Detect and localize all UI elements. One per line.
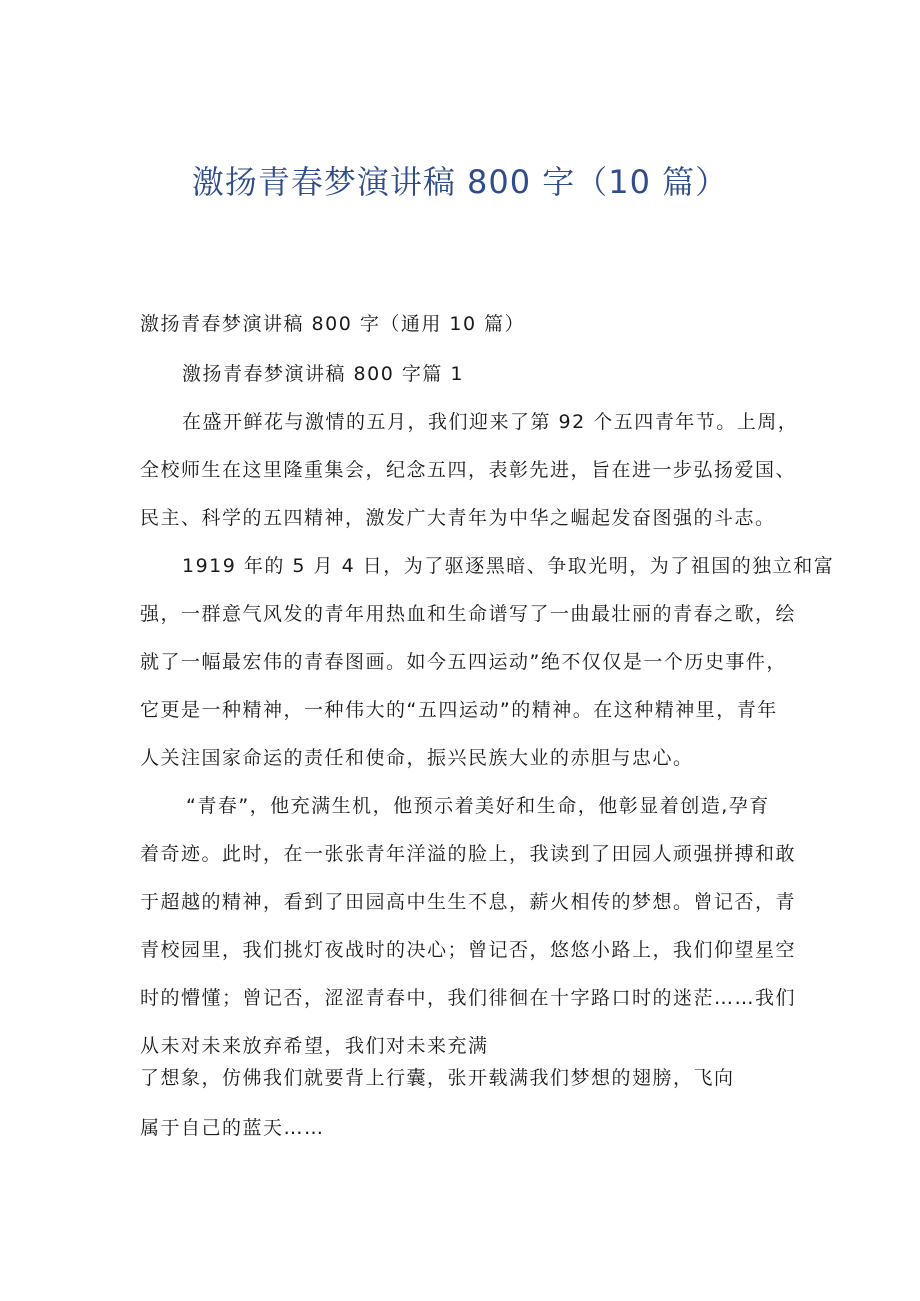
paragraph-line: 青校园里，我们挑灯夜战时的决心；曾记否，悠悠小路上，我们仰望星空 (140, 939, 797, 961)
document-title: 激扬青春梦演讲稿 800 字（10 篇） (191, 163, 729, 201)
paragraph-line: 它更是一种精神，一种伟大的“五四运动”的精神。在这种精神里，青年 (140, 699, 778, 721)
document-subtitle: 激扬青春梦演讲稿 800 字（通用 10 篇） (140, 313, 526, 335)
paragraph-line: 就了一幅最宏伟的青春图画。如今五四运动”绝不仅仅是一个历史事件， (140, 651, 787, 673)
section-heading: 激扬青春梦演讲稿 800 字篇 1 (182, 363, 464, 385)
paragraph-line: 强，一群意气风发的青年用热血和生命谱写了一曲最壮丽的青春之歌，绘 (140, 603, 797, 625)
paragraph-line: 在盛开鲜花与激情的五月，我们迎来了第 92 个五四青年节。上周， (182, 411, 799, 433)
paragraph-line: 于超越的精神，看到了田园高中生生不息，薪火相传的梦想。曾记否，青 (140, 891, 797, 913)
paragraph-line: 了想象，仿佛我们就要背上行囊，张开载满我们梦想的翅膀，飞向 (140, 1067, 735, 1089)
paragraph-line: 时的懵懂；曾记否，涩涩青春中，我们徘徊在十字路口时的迷茫……我们 (140, 987, 797, 1009)
paragraph-line: 着奇迹。此时，在一张张青年洋溢的脸上，我读到了田园人顽强拼搏和敢 (140, 843, 797, 865)
paragraph-line: 人关注国家命运的责任和使命，振兴民族大业的赤胆与忠心。 (140, 747, 694, 769)
paragraph-line: 1919 年的 5 月 4 日，为了驱逐黑暗、争取光明，为了祖国的独立和富 (182, 555, 835, 577)
paragraph-line: 民主、科学的五四精神，激发广大青年为中华之崛起发奋图强的斗志。 (140, 507, 776, 529)
paragraph-line: 从未对未来放弃希望，我们对未来充满 (140, 1035, 489, 1057)
paragraph-line: 属于自己的蓝天…… (140, 1117, 325, 1139)
paragraph-line: “青春”，他充满生机，他预示着美好和生命，他彰显着创造,孕育 (186, 795, 770, 817)
paragraph-line: 全校师生在这里隆重集会，纪念五四，表彰先进，旨在进一步弘扬爱国、 (140, 459, 797, 481)
